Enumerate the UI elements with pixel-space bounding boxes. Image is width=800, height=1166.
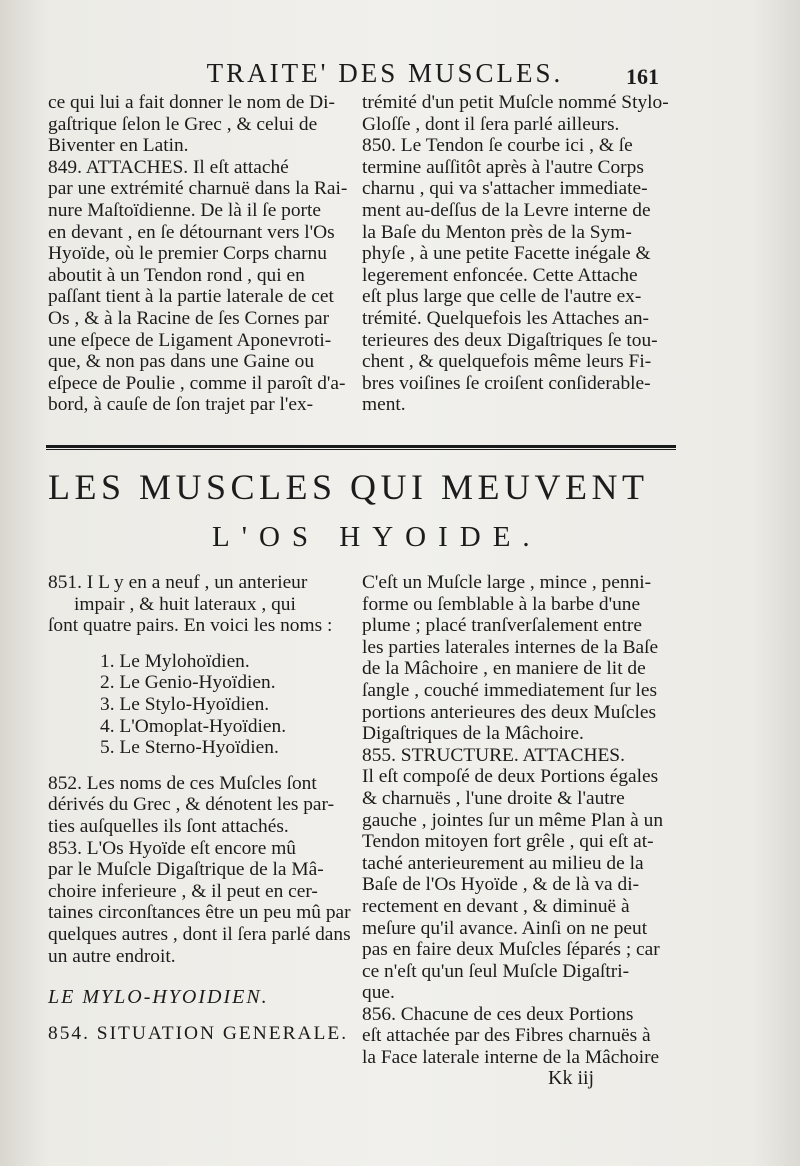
text-line: par le Muſcle Digaſtrique de la Mâ- bbox=[48, 859, 324, 881]
text-line: par une extrémité charnuë dans la Rai- bbox=[48, 178, 348, 200]
text-line: impair , & huit lateraux , qui bbox=[74, 593, 296, 615]
text-line: meſure qu'il avance. Ainſi on ne peut bbox=[362, 917, 648, 939]
text-line: la Face laterale interne de la Mâchoire bbox=[362, 1047, 660, 1069]
text-line: pas en faire deux Muſcles ſéparés ; car bbox=[362, 939, 660, 961]
text-line: ment au-deſſus de la Levre interne de bbox=[362, 199, 651, 221]
section-title: LES MUSCLES QUI MEUVENT bbox=[48, 467, 649, 507]
text-line: ce n'eſt qu'un ſeul Muſcle Digaſtri- bbox=[362, 960, 630, 982]
running-head: TRAITE' DES MUSCLES. bbox=[206, 58, 564, 88]
text-line: ſont quatre pairs. En voici les noms : bbox=[48, 615, 333, 637]
text-line: Gloſſe , dont il ſera parlé ailleurs. bbox=[362, 113, 620, 135]
section-rule-thin bbox=[46, 449, 676, 450]
text-line: quelques autres , dont il ſera parlé dans bbox=[48, 923, 351, 945]
spacer bbox=[48, 1009, 348, 1023]
spacer bbox=[48, 759, 348, 773]
spacer bbox=[48, 967, 348, 981]
text-line: plume ; placé tranſverſalement entre bbox=[362, 615, 642, 637]
text-line: taché anterieurement au milieu de la bbox=[362, 852, 644, 874]
text-line: Tendon mitoyen fort grêle , qui eſt at- bbox=[362, 831, 654, 853]
text-line: C'eſt un Muſcle large , mince , penni- bbox=[362, 572, 652, 593]
text-line: eſpece de Poulie , comme il paroît d'a- bbox=[48, 372, 346, 394]
text-line: & charnuës , l'une droite & l'autre bbox=[362, 787, 625, 809]
list-item: 3. Le Stylo-Hyoïdien. bbox=[100, 693, 270, 715]
text-line: bord, à cauſe de ſon trajet par l'ex- bbox=[48, 394, 314, 416]
section-rule bbox=[46, 445, 676, 448]
text-line: chent , & quelquefois même leurs Fi- bbox=[362, 351, 652, 373]
text-line: 853. L'Os Hyoïde eſt encore mû bbox=[48, 837, 296, 859]
text-line: legerement enfoncée. Cette Attache bbox=[362, 264, 638, 286]
text-line: 850. Le Tendon ſe courbe ici , & ſe bbox=[362, 135, 633, 157]
list-item: 2. Le Genio-Hyoïdien. bbox=[100, 672, 276, 694]
text-line: Digaſtriques de la Mâchoire. bbox=[362, 723, 584, 745]
text-line: rectement en devant , & diminuë à bbox=[362, 895, 630, 917]
text-line: les parties laterales internes de la Baſe bbox=[362, 636, 659, 658]
text-line: Hyoïde, où le premier Corps charnu bbox=[48, 243, 327, 265]
text-line: une eſpece de Ligament Aponevroti- bbox=[48, 329, 332, 351]
text-line: 856. Chacune de ces deux Portions bbox=[362, 1003, 634, 1025]
text-line: un autre endroit. bbox=[48, 945, 176, 967]
text-line: eſt plus large que celle de l'autre ex- bbox=[362, 286, 642, 308]
top-right-column bbox=[362, 92, 682, 416]
text-line: de la Mâchoire , en maniere de lit de bbox=[362, 658, 646, 680]
text-line: la Baſe du Menton près de la Sym- bbox=[362, 221, 632, 243]
text-line: charnu , qui va s'attacher immediate- bbox=[362, 178, 648, 200]
text-line: forme ou ſemblable à la barbe d'une bbox=[362, 593, 641, 615]
text-line: aboutit à un Tendon rond , qui en bbox=[48, 264, 305, 286]
text-line: bres voiſines ſe croiſent conſiderable- bbox=[362, 372, 651, 394]
text-line: ment. bbox=[362, 394, 406, 416]
text-line: Os , & à la Racine de ſes Cornes par bbox=[48, 307, 330, 329]
text-line: nure Maſtoïdienne. De là il ſe porte bbox=[48, 199, 321, 221]
list-item: 4. L'Omoplat-Hyoïdien. bbox=[100, 715, 287, 737]
text-line: gaſtrique ſelon le Grec , & celui de bbox=[48, 113, 318, 135]
text-line: ſangle , couché immediatement ſur les bbox=[362, 679, 658, 701]
text-line: que, & non pas dans une Gaine ou bbox=[48, 351, 315, 373]
signature-mark: Kk iij bbox=[548, 1067, 595, 1089]
text-line: dérivés du Grec , & dénotent les par- bbox=[48, 794, 335, 816]
text-line: 851. I L y en a neuf , un anterieur bbox=[48, 572, 308, 593]
text-line: paſſant tient à la partie laterale de cet bbox=[48, 286, 334, 308]
text-line: ties auſquelles ils ſont attachés. bbox=[48, 815, 289, 837]
bottom-right-column bbox=[362, 572, 682, 1069]
text-line: 849. ATTACHES. Il eſt attaché bbox=[48, 156, 289, 178]
text-line: 852. Les noms de ces Muſcles ſont bbox=[48, 772, 317, 794]
text-line: phyſe , à une petite Facette inégale & bbox=[362, 243, 651, 265]
subsection-heading: LE MYLO-HYOIDIEN. bbox=[48, 986, 269, 1009]
text-line: 855. STRUCTURE. ATTACHES. bbox=[362, 744, 625, 766]
text-line: choire inferieure , & il peut en cer- bbox=[48, 880, 318, 902]
text-line: Biventer en Latin. bbox=[48, 135, 189, 157]
bottom-left-column bbox=[48, 572, 351, 1044]
text-line: termine auſſitôt après à l'autre Corps bbox=[362, 156, 644, 178]
text-line: terieures des deux Digaſtriques ſe tou- bbox=[362, 329, 658, 351]
list-item: 5. Le Sterno-Hyoïdien. bbox=[100, 737, 279, 759]
section-subtitle: L'OS HYOIDE. bbox=[212, 521, 542, 553]
top-left-column bbox=[48, 92, 348, 416]
text-line: eſt attachée par des Fibres charnuës à bbox=[362, 1025, 651, 1047]
text-line: Baſe de l'Os Hyoïde , & de là va di- bbox=[362, 874, 640, 896]
page-number: 161 bbox=[626, 64, 659, 89]
text-line: trémité. Quelquefois les Attaches an- bbox=[362, 307, 649, 329]
list-item: 1. Le Mylohoïdien. bbox=[100, 650, 250, 672]
text-line: portions anterieures des deux Muſcles bbox=[362, 701, 657, 723]
text-line: que. bbox=[362, 982, 395, 1004]
text-line: taines circonſtances être un peu mû par bbox=[48, 902, 351, 924]
spacer bbox=[48, 637, 348, 651]
text-line: trémité d'un petit Muſcle nommé Stylo- bbox=[362, 92, 669, 113]
text-line: en devant , en ſe détournant vers l'Os bbox=[48, 221, 335, 243]
text-line: 854. SITUATION GENERALE. bbox=[48, 1022, 349, 1044]
text-line: ce qui lui a fait donner le nom de Di- bbox=[48, 92, 335, 113]
text-line: Il eſt compoſé de deux Portions égales bbox=[362, 766, 659, 788]
text-line: gauche , jointes ſur un même Plan à un bbox=[362, 809, 664, 831]
